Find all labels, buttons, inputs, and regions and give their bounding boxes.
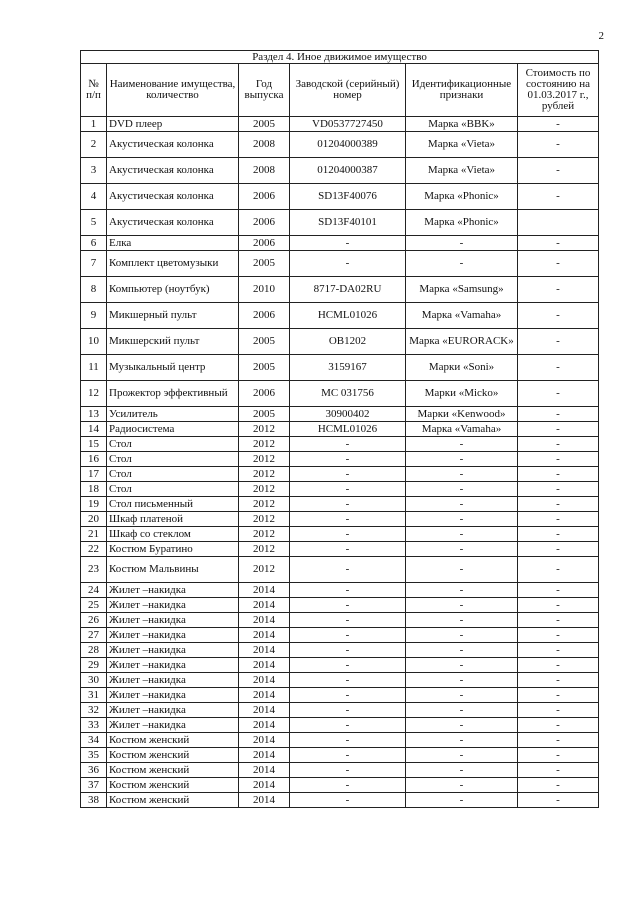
item-name: Елка bbox=[107, 236, 239, 251]
item-name: DVD плеер bbox=[107, 117, 239, 132]
item-name: Стол bbox=[107, 482, 239, 497]
serial-number: HCML01026 bbox=[290, 303, 406, 329]
table-row bbox=[81, 598, 599, 613]
year: 2014 bbox=[239, 643, 290, 658]
row-number: 24 bbox=[81, 583, 107, 598]
identification: - bbox=[406, 658, 518, 673]
serial-number: SD13F40076 bbox=[290, 184, 406, 210]
serial-number: 3159167 bbox=[290, 355, 406, 381]
table-row bbox=[81, 703, 599, 718]
table-row bbox=[81, 303, 599, 329]
year: 2012 bbox=[239, 482, 290, 497]
cost: - bbox=[518, 184, 599, 210]
item-name: Акустическая колонка bbox=[107, 158, 239, 184]
year: 2006 bbox=[239, 381, 290, 407]
row-number: 8 bbox=[81, 277, 107, 303]
table-row bbox=[81, 643, 599, 658]
row-number: 12 bbox=[81, 381, 107, 407]
row-number: 16 bbox=[81, 452, 107, 467]
row-number: 2 bbox=[81, 132, 107, 158]
cost: - bbox=[518, 437, 599, 452]
year: 2014 bbox=[239, 658, 290, 673]
row-number: 26 bbox=[81, 613, 107, 628]
serial-number: 01204000387 bbox=[290, 158, 406, 184]
identification: - bbox=[406, 643, 518, 658]
table-row bbox=[81, 158, 599, 184]
cost: - bbox=[518, 763, 599, 778]
table-row bbox=[81, 422, 599, 437]
year: 2012 bbox=[239, 512, 290, 527]
inventory-table bbox=[80, 50, 599, 808]
identification: - bbox=[406, 673, 518, 688]
header-year: Год выпуска bbox=[239, 64, 290, 117]
identification: Марка «Samsung» bbox=[406, 277, 518, 303]
row-number: 22 bbox=[81, 542, 107, 557]
table-row bbox=[81, 748, 599, 763]
row-number: 36 bbox=[81, 763, 107, 778]
cost bbox=[518, 210, 599, 236]
row-number: 19 bbox=[81, 497, 107, 512]
cost: - bbox=[518, 643, 599, 658]
item-name: Костюм женский bbox=[107, 778, 239, 793]
cost: - bbox=[518, 512, 599, 527]
cost: - bbox=[518, 778, 599, 793]
table-row bbox=[81, 793, 599, 808]
cost: - bbox=[518, 381, 599, 407]
item-name: Жилет –накидка bbox=[107, 643, 239, 658]
year: 2012 bbox=[239, 527, 290, 542]
identification: Марка «Vieta» bbox=[406, 158, 518, 184]
item-name: Акустическая колонка bbox=[107, 210, 239, 236]
cost: - bbox=[518, 117, 599, 132]
year: 2014 bbox=[239, 688, 290, 703]
serial-number: 8717-DA02RU bbox=[290, 277, 406, 303]
table-row bbox=[81, 673, 599, 688]
table-row bbox=[81, 512, 599, 527]
serial-number: - bbox=[290, 703, 406, 718]
row-number: 18 bbox=[81, 482, 107, 497]
serial-number: OB1202 bbox=[290, 329, 406, 355]
item-name: Жилет –накидка bbox=[107, 688, 239, 703]
year: 2014 bbox=[239, 613, 290, 628]
year: 2006 bbox=[239, 303, 290, 329]
table-row bbox=[81, 718, 599, 733]
row-number: 29 bbox=[81, 658, 107, 673]
item-name: Компьютер (ноутбук) bbox=[107, 277, 239, 303]
item-name: Жилет –накидка bbox=[107, 598, 239, 613]
year: 2014 bbox=[239, 748, 290, 763]
row-number: 14 bbox=[81, 422, 107, 437]
serial-number: - bbox=[290, 778, 406, 793]
serial-number: SD13F40101 bbox=[290, 210, 406, 236]
year: 2006 bbox=[239, 210, 290, 236]
table-row bbox=[81, 557, 599, 583]
table-row bbox=[81, 277, 599, 303]
cost: - bbox=[518, 598, 599, 613]
cost: - bbox=[518, 733, 599, 748]
item-name: Жилет –накидка bbox=[107, 673, 239, 688]
year: 2014 bbox=[239, 628, 290, 643]
year: 2014 bbox=[239, 673, 290, 688]
item-name: Стол bbox=[107, 437, 239, 452]
table-row bbox=[81, 733, 599, 748]
table-row bbox=[81, 542, 599, 557]
identification: - bbox=[406, 497, 518, 512]
row-number: 21 bbox=[81, 527, 107, 542]
item-name: Микшерный пульт bbox=[107, 303, 239, 329]
table-row bbox=[81, 613, 599, 628]
serial-number: - bbox=[290, 598, 406, 613]
serial-number: VD0537727450 bbox=[290, 117, 406, 132]
item-name: Прожектор эффективный bbox=[107, 381, 239, 407]
table-row bbox=[81, 355, 599, 381]
cost: - bbox=[518, 482, 599, 497]
cost: - bbox=[518, 557, 599, 583]
row-number: 13 bbox=[81, 407, 107, 422]
item-name: Микшерский пульт bbox=[107, 329, 239, 355]
serial-number: HCML01026 bbox=[290, 422, 406, 437]
item-name: Костюм Буратино bbox=[107, 542, 239, 557]
year: 2012 bbox=[239, 467, 290, 482]
cost: - bbox=[518, 527, 599, 542]
serial-number: - bbox=[290, 542, 406, 557]
table-row bbox=[81, 628, 599, 643]
serial-number: - bbox=[290, 251, 406, 277]
cost: - bbox=[518, 407, 599, 422]
year: 2010 bbox=[239, 277, 290, 303]
identification: Марки «Kenwood» bbox=[406, 407, 518, 422]
header-name: Наименование имущества, количество bbox=[107, 64, 239, 117]
year: 2012 bbox=[239, 452, 290, 467]
table-row bbox=[81, 658, 599, 673]
year: 2012 bbox=[239, 437, 290, 452]
table-row bbox=[81, 329, 599, 355]
identification: - bbox=[406, 748, 518, 763]
item-name: Стол bbox=[107, 452, 239, 467]
serial-number: - bbox=[290, 527, 406, 542]
item-name: Костюм женский bbox=[107, 748, 239, 763]
cost: - bbox=[518, 355, 599, 381]
cost: - bbox=[518, 628, 599, 643]
table-row bbox=[81, 452, 599, 467]
year: 2014 bbox=[239, 718, 290, 733]
cost: - bbox=[518, 467, 599, 482]
item-name: Музыкальный центр bbox=[107, 355, 239, 381]
identification: - bbox=[406, 688, 518, 703]
row-number: 37 bbox=[81, 778, 107, 793]
year: 2008 bbox=[239, 132, 290, 158]
cost: - bbox=[518, 613, 599, 628]
row-number: 35 bbox=[81, 748, 107, 763]
row-number: 15 bbox=[81, 437, 107, 452]
row-number: 31 bbox=[81, 688, 107, 703]
table-row bbox=[81, 583, 599, 598]
identification: Марка «BBK» bbox=[406, 117, 518, 132]
table-row bbox=[81, 251, 599, 277]
serial-number: - bbox=[290, 733, 406, 748]
row-number: 25 bbox=[81, 598, 107, 613]
item-name: Костюм женский bbox=[107, 733, 239, 748]
item-name: Стол письменный bbox=[107, 497, 239, 512]
cost: - bbox=[518, 277, 599, 303]
table-row bbox=[81, 467, 599, 482]
row-number: 3 bbox=[81, 158, 107, 184]
identification: - bbox=[406, 236, 518, 251]
year: 2005 bbox=[239, 407, 290, 422]
header-cost: Стоимость по состоянию на 01.03.2017 г., рублей bbox=[518, 64, 599, 117]
identification: - bbox=[406, 598, 518, 613]
serial-number: - bbox=[290, 763, 406, 778]
row-number: 23 bbox=[81, 557, 107, 583]
cost: - bbox=[518, 718, 599, 733]
serial-number: - bbox=[290, 512, 406, 527]
table-body bbox=[81, 117, 599, 808]
table-row bbox=[81, 497, 599, 512]
serial-number: - bbox=[290, 688, 406, 703]
cost: - bbox=[518, 793, 599, 808]
serial-number: - bbox=[290, 452, 406, 467]
table-row bbox=[81, 117, 599, 132]
serial-number: 01204000389 bbox=[290, 132, 406, 158]
identification: - bbox=[406, 778, 518, 793]
table-row bbox=[81, 407, 599, 422]
row-number: 28 bbox=[81, 643, 107, 658]
identification: - bbox=[406, 467, 518, 482]
year: 2005 bbox=[239, 329, 290, 355]
row-number: 10 bbox=[81, 329, 107, 355]
year: 2005 bbox=[239, 251, 290, 277]
table-row bbox=[81, 184, 599, 210]
year: 2014 bbox=[239, 778, 290, 793]
serial-number: - bbox=[290, 236, 406, 251]
section-title-row bbox=[81, 51, 599, 64]
header-row bbox=[81, 64, 599, 117]
year: 2014 bbox=[239, 598, 290, 613]
identification: - bbox=[406, 733, 518, 748]
year: 2008 bbox=[239, 158, 290, 184]
row-number: 6 bbox=[81, 236, 107, 251]
cost: - bbox=[518, 132, 599, 158]
identification: - bbox=[406, 718, 518, 733]
table-row bbox=[81, 763, 599, 778]
cost: - bbox=[518, 303, 599, 329]
item-name: Стол bbox=[107, 467, 239, 482]
table-row bbox=[81, 236, 599, 251]
identification: Марка «EURORACK» bbox=[406, 329, 518, 355]
item-name: Жилет –накидка bbox=[107, 628, 239, 643]
year: 2012 bbox=[239, 497, 290, 512]
year: 2006 bbox=[239, 236, 290, 251]
identification: - bbox=[406, 542, 518, 557]
year: 2014 bbox=[239, 583, 290, 598]
header-num: № п/п bbox=[81, 64, 107, 117]
identification: - bbox=[406, 437, 518, 452]
identification: Марки «Soni» bbox=[406, 355, 518, 381]
row-number: 33 bbox=[81, 718, 107, 733]
row-number: 30 bbox=[81, 673, 107, 688]
serial-number: 30900402 bbox=[290, 407, 406, 422]
cost: - bbox=[518, 251, 599, 277]
row-number: 27 bbox=[81, 628, 107, 643]
identification: - bbox=[406, 251, 518, 277]
cost: - bbox=[518, 236, 599, 251]
identification: - bbox=[406, 583, 518, 598]
item-name: Жилет –накидка bbox=[107, 703, 239, 718]
year: 2006 bbox=[239, 184, 290, 210]
year: 2014 bbox=[239, 793, 290, 808]
item-name: Костюм Мальвины bbox=[107, 557, 239, 583]
serial-number: - bbox=[290, 583, 406, 598]
serial-number: - bbox=[290, 557, 406, 583]
identification: - bbox=[406, 628, 518, 643]
serial-number: - bbox=[290, 673, 406, 688]
header-ident: Идентификационные признаки bbox=[406, 64, 518, 117]
serial-number: - bbox=[290, 482, 406, 497]
cost: - bbox=[518, 583, 599, 598]
row-number: 7 bbox=[81, 251, 107, 277]
item-name: Костюм женский bbox=[107, 763, 239, 778]
item-name: Шкаф платеной bbox=[107, 512, 239, 527]
cost: - bbox=[518, 452, 599, 467]
identification: Марка «Vamaha» bbox=[406, 422, 518, 437]
cost: - bbox=[518, 673, 599, 688]
serial-number: - bbox=[290, 437, 406, 452]
table-row bbox=[81, 778, 599, 793]
table-row bbox=[81, 381, 599, 407]
year: 2014 bbox=[239, 763, 290, 778]
identification: Марка «Phonic» bbox=[406, 210, 518, 236]
cost: - bbox=[518, 329, 599, 355]
cost: - bbox=[518, 542, 599, 557]
serial-number: - bbox=[290, 793, 406, 808]
year: 2012 bbox=[239, 422, 290, 437]
table-row bbox=[81, 482, 599, 497]
serial-number: - bbox=[290, 467, 406, 482]
identification: - bbox=[406, 482, 518, 497]
row-number: 34 bbox=[81, 733, 107, 748]
serial-number: MC 031756 bbox=[290, 381, 406, 407]
page-number: 2 bbox=[598, 30, 604, 42]
identification: - bbox=[406, 613, 518, 628]
item-name: Жилет –накидка bbox=[107, 583, 239, 598]
item-name: Жилет –накидка bbox=[107, 718, 239, 733]
identification: Марки «Micko» bbox=[406, 381, 518, 407]
row-number: 1 bbox=[81, 117, 107, 132]
item-name: Акустическая колонка bbox=[107, 132, 239, 158]
table-row bbox=[81, 132, 599, 158]
cost: - bbox=[518, 158, 599, 184]
cost: - bbox=[518, 703, 599, 718]
cost: - bbox=[518, 748, 599, 763]
row-number: 32 bbox=[81, 703, 107, 718]
serial-number: - bbox=[290, 643, 406, 658]
item-name: Акустическая колонка bbox=[107, 184, 239, 210]
year: 2005 bbox=[239, 355, 290, 381]
item-name: Жилет –накидка bbox=[107, 658, 239, 673]
year: 2005 bbox=[239, 117, 290, 132]
row-number: 17 bbox=[81, 467, 107, 482]
cost: - bbox=[518, 688, 599, 703]
cost: - bbox=[518, 422, 599, 437]
table-row bbox=[81, 210, 599, 236]
identification: Марка «Vieta» bbox=[406, 132, 518, 158]
row-number: 20 bbox=[81, 512, 107, 527]
serial-number: - bbox=[290, 658, 406, 673]
row-number: 38 bbox=[81, 793, 107, 808]
year: 2012 bbox=[239, 557, 290, 583]
year: 2014 bbox=[239, 733, 290, 748]
table-row bbox=[81, 437, 599, 452]
item-name: Костюм женский bbox=[107, 793, 239, 808]
identification: - bbox=[406, 763, 518, 778]
table-row bbox=[81, 688, 599, 703]
row-number: 11 bbox=[81, 355, 107, 381]
serial-number: - bbox=[290, 628, 406, 643]
row-number: 4 bbox=[81, 184, 107, 210]
identification: - bbox=[406, 527, 518, 542]
row-number: 9 bbox=[81, 303, 107, 329]
identification: Марка «Phonic» bbox=[406, 184, 518, 210]
table-row bbox=[81, 527, 599, 542]
year: 2014 bbox=[239, 703, 290, 718]
header-serial: Заводской (серийный) номер bbox=[290, 64, 406, 117]
item-name: Шкаф со стеклом bbox=[107, 527, 239, 542]
identification: - bbox=[406, 452, 518, 467]
section-title: Раздел 4. Иное движимое имущество bbox=[81, 51, 599, 64]
serial-number: - bbox=[290, 613, 406, 628]
item-name: Усилитель bbox=[107, 407, 239, 422]
cost: - bbox=[518, 658, 599, 673]
item-name: Радиосистема bbox=[107, 422, 239, 437]
item-name: Комплект цветомузыки bbox=[107, 251, 239, 277]
identification: Марка «Vamaha» bbox=[406, 303, 518, 329]
serial-number: - bbox=[290, 497, 406, 512]
identification: - bbox=[406, 703, 518, 718]
identification: - bbox=[406, 512, 518, 527]
identification: - bbox=[406, 793, 518, 808]
serial-number: - bbox=[290, 718, 406, 733]
identification: - bbox=[406, 557, 518, 583]
row-number: 5 bbox=[81, 210, 107, 236]
item-name: Жилет –накидка bbox=[107, 613, 239, 628]
year: 2012 bbox=[239, 542, 290, 557]
serial-number: - bbox=[290, 748, 406, 763]
cost: - bbox=[518, 497, 599, 512]
